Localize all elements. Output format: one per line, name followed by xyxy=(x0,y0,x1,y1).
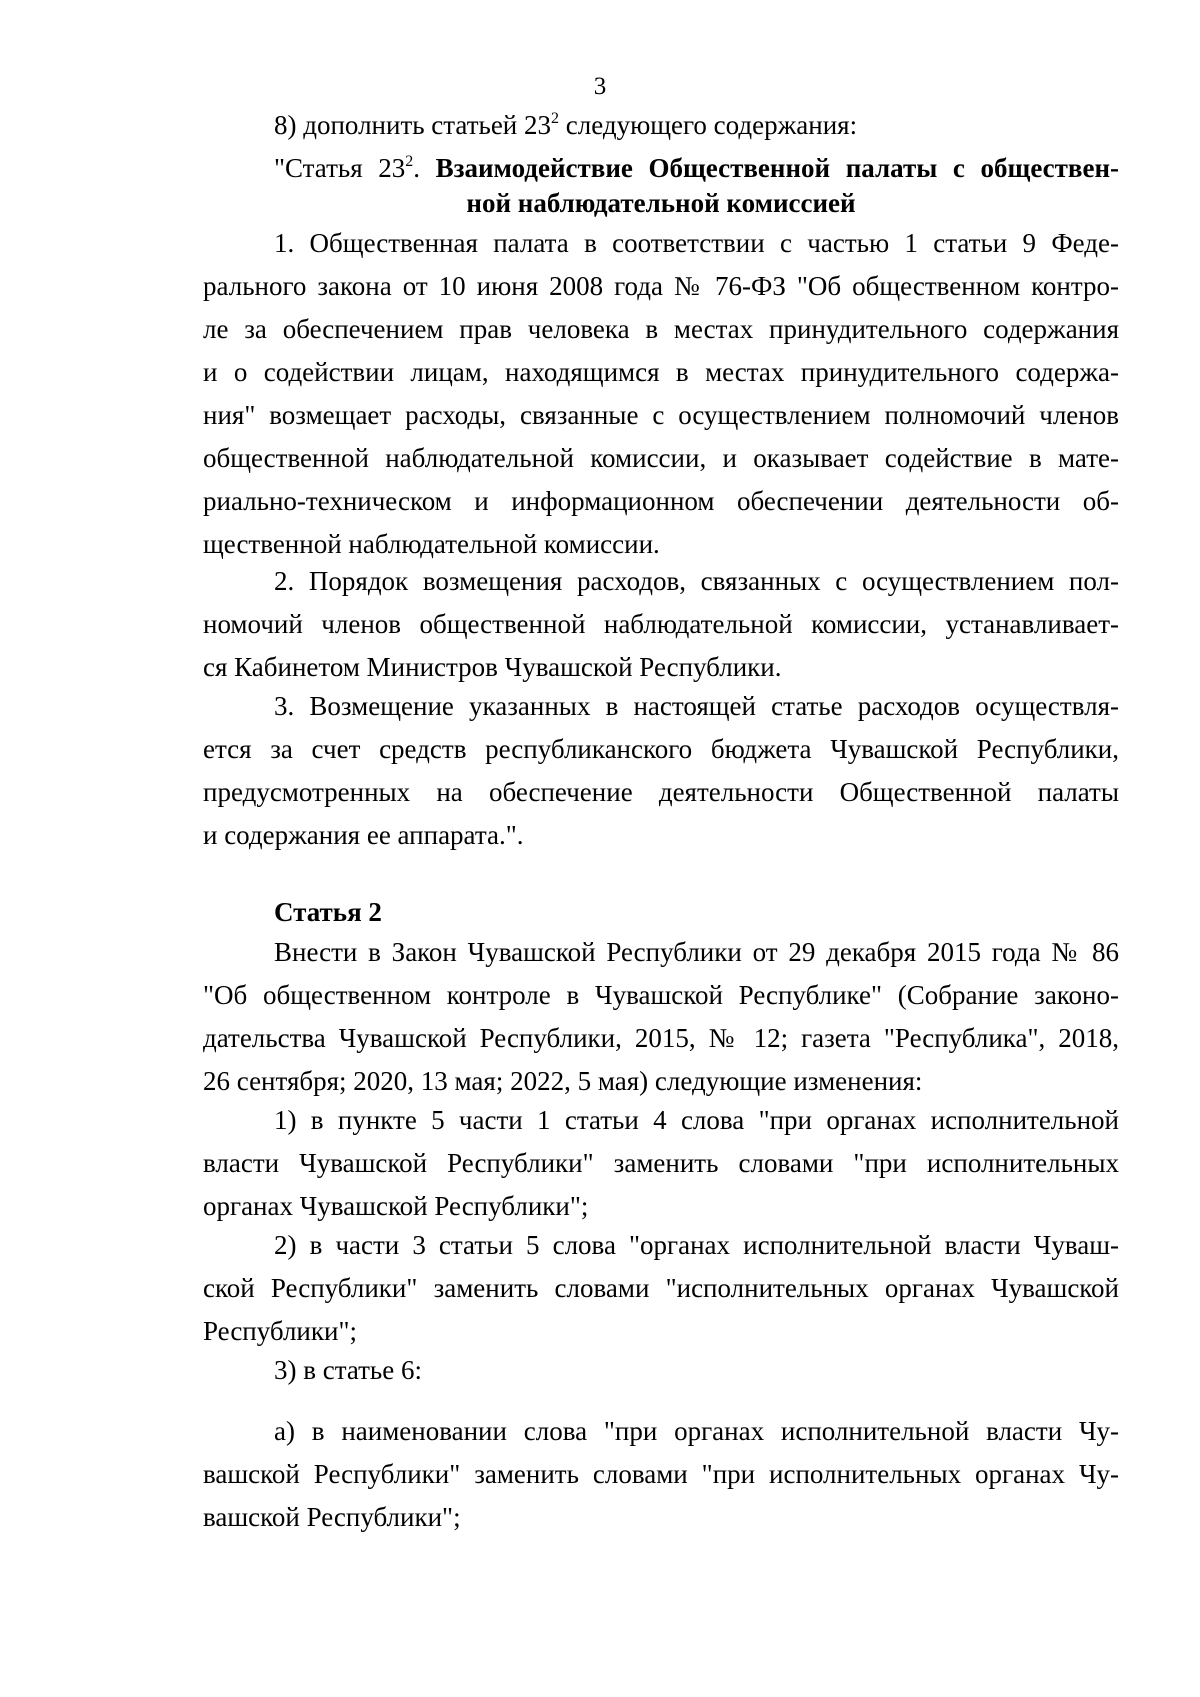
p1-line: и о содействии лицам, находящимся в местах принудительного содержа- xyxy=(203,357,1119,387)
amendment-intro-tail: следующего содержания: xyxy=(559,110,858,140)
item-3: 3) в статье 6: xyxy=(274,1355,422,1385)
p3-line: и содержания ее аппарата.". xyxy=(203,820,524,850)
item1-line: органах Чувашской Республики"; xyxy=(203,1191,589,1221)
a2-intro-line: дательства Чувашской Республики, 2015, № 12; газета "Республика", 2018, xyxy=(203,1023,1119,1053)
p1-line: щественной наблюдательной комиссии. xyxy=(203,529,660,559)
article-23-2-title-line1: Взаимодействие Общественной палаты с обществен- xyxy=(435,153,1119,183)
amendment-intro-text: 8) дополнить статьей 23 xyxy=(274,110,552,140)
item3a-line: вашской Республики" заменить словами "при исполнительных органах Чу- xyxy=(203,1459,1119,1489)
p1-line: рального закона от 10 июня 2008 года № 76-ФЗ "Об общественном контро- xyxy=(203,271,1119,301)
a2-intro-line: "Об общественном контроле в Чувашской Республике" (Собрание законо- xyxy=(203,980,1119,1010)
p2-line: ся Кабинетом Министров Чувашской Республики. xyxy=(203,652,782,682)
article-23-2-prefix: "Статья 23 xyxy=(274,153,406,183)
item2-line: ской Республики" заменить словами "исполнительных органах Чувашской xyxy=(203,1273,1119,1303)
p1-line: 1. Общественная палата в соответствии с частью 1 статьи 9 Феде- xyxy=(274,228,1119,258)
article-2-intro xyxy=(203,931,1119,1103)
paragraph-3 xyxy=(203,685,1119,857)
p1-line: ле за обеспечением прав человека в местах принудительного содержания xyxy=(203,314,1119,344)
article-2-heading: Статья 2 xyxy=(274,897,382,927)
p3-line: предусмотренных на обеспечение деятельности Общественной палаты xyxy=(203,777,1119,807)
item2-line: Республики"; xyxy=(203,1316,357,1346)
item-1 xyxy=(203,1099,1119,1228)
item1-line: власти Чувашской Республики" заменить словами "при исполнительных xyxy=(203,1148,1119,1178)
p3-line: 3. Возмещение указанных в настоящей статье расходов осуществля- xyxy=(274,691,1119,721)
page-number: 3 xyxy=(593,73,607,100)
article-23-2-title-line2: ной наблюдательной комиссией xyxy=(466,188,856,218)
item3a-line: вашской Республики"; xyxy=(203,1502,461,1532)
p3-line: ется за счет средств республиканского бюджета Чувашской Республики, xyxy=(203,734,1119,764)
item2-line: 2) в части 3 статьи 5 слова "органах исполнительной власти Чуваш- xyxy=(274,1230,1119,1260)
paragraph-2 xyxy=(203,560,1119,689)
p1-line: риально-техническом и информационном обеспечении деятельности об- xyxy=(203,486,1119,516)
item1-line: 1) в пункте 5 части 1 статьи 4 слова "при органах исполнительной xyxy=(274,1105,1119,1135)
article-23-2-sup: 2 xyxy=(405,153,414,170)
item3a-line: а) в наименовании слова "при органах исполнительной власти Чу- xyxy=(274,1416,1119,1446)
p2-line: номочий членов общественной наблюдательной комиссии, устанавливает- xyxy=(203,609,1119,639)
amendment-intro xyxy=(203,104,1119,147)
p1-line: общественной наблюдательной комиссии, и оказывает содействие в мате- xyxy=(203,443,1119,473)
article-23-2-dot: . xyxy=(413,153,436,183)
a2-intro-line: 26 сентября; 2020, 13 мая; 2022, 5 мая) следующие изменения: xyxy=(203,1066,923,1096)
item-2 xyxy=(203,1224,1119,1353)
a2-intro-line: Внести в Закон Чувашской Республики от 29 декабря 2015 года № 86 xyxy=(274,937,1119,967)
item-3a xyxy=(203,1410,1119,1539)
amendment-intro-sup: 2 xyxy=(551,110,560,127)
p2-line: 2. Порядок возмещения расходов, связанных с осуществлением пол- xyxy=(274,566,1119,596)
paragraph-1 xyxy=(203,222,1119,566)
p1-line: ния" возмещает расходы, связанные с осуществлением полномочий членов xyxy=(203,400,1119,430)
